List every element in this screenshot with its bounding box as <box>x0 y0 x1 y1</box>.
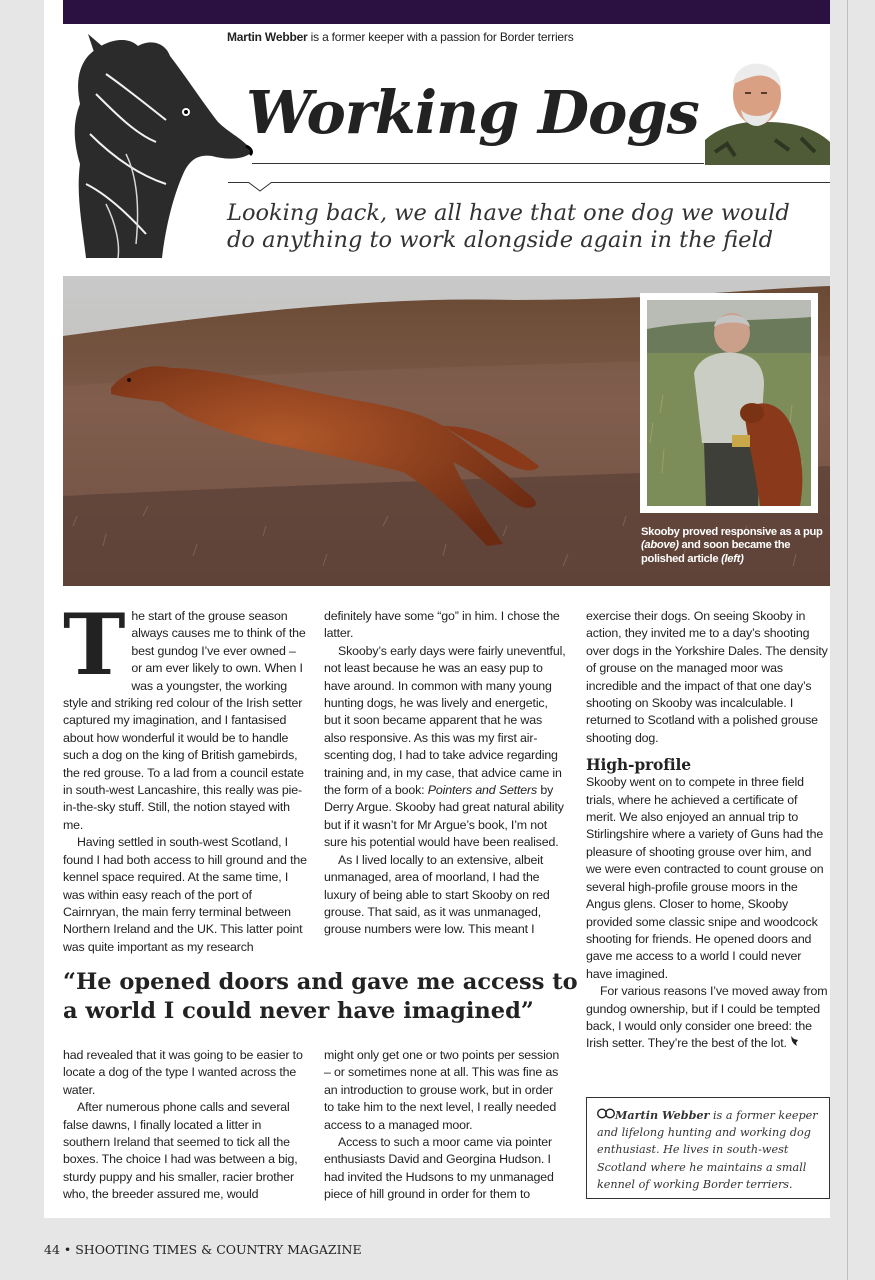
subheading: High-profile <box>586 755 691 775</box>
photo-caption <box>641 526 826 566</box>
book-title: Pointers and Setters <box>427 783 538 798</box>
inset-photo-man-with-puppy <box>640 293 818 513</box>
paragraph: As I lived locally to an extensive, albeit unmanaged, area of moorland, I had the luxury of being able to start Skooby on red grouse. That said, as it was unmanaged, grouse numbers were low. This meant I <box>324 852 550 937</box>
chevron-down-icon <box>248 182 272 192</box>
paragraph <box>586 983 830 1053</box>
page-title: Working Dogs <box>246 78 699 147</box>
column-2-bottom <box>324 1047 566 1204</box>
end-mark-dog-icon <box>790 1035 799 1047</box>
byline-text: is a former keeper with a passion for Border terriers <box>307 30 574 44</box>
paragraph: definitely have some “go” in him. I chose the latter. <box>324 609 560 641</box>
binoculars-icon <box>597 1108 615 1119</box>
page-footer: 44 • SHOOTING TIMES & COUNTRY MAGAZINE <box>44 1242 362 1257</box>
standfirst: Looking back, we all have that one dog we would do anything to work alongside again in the field <box>227 200 790 253</box>
paragraph: Having settled in south-west Scotland, I found I had both access to hill ground and the kennel space required. At the same time, I was within easy reach of the port of Cairnryan, the main ferry terminal between Northern Ireland and the UK. This latter point was quite important as my research <box>63 835 307 954</box>
paragraph: Skooby went on to compete in three field trials, where he achieved a certificate of merit. We also enjoyed an annual trip to Stirlingshire where a variety of Guns had the pleasure of shooting grouse over him, and we were even contracted to count grouse on several high-profile grouse moors in the Angus glens. Closer to home, Skooby provided some classic snipe and woodcock shooting for friends. He opened doors and gave me access to a world I could never have imagined. <box>586 775 824 981</box>
paragraph-text: Skooby’s early days were fairly uneventful, not least because he was an easy pup to have around. In common with many young hunting dogs, he was lively and energetic, but it soon became apparent that he was also responsive. As this was my first air-scenting dog, I had to take advice regarding training and, in my case, that advice came in the form of a book: <box>324 643 566 798</box>
caption-text-b: (above) <box>641 539 679 552</box>
caption-text-a: Skooby proved responsive as a pup <box>641 526 823 538</box>
author-photo <box>705 60 830 165</box>
paragraph: might only get one or two points per session – or sometimes none at all. This was fine as an introduction to grouse work, but in order to take him to the next level, I really needed access to a managed moor. <box>324 1048 560 1132</box>
paragraph <box>324 643 566 852</box>
paragraph-text: by Derry Argue. Skooby had great natural ability but if it wasn’t for Mr Argue’s book, I’m not sure his potential would have been realised. <box>324 783 564 850</box>
column-1-top <box>63 595 307 956</box>
paragraph-text: For various reasons I’ve moved away from gundog ownership, but if I could be tempted back, I would only consider one breed: the Irish setter. They’re the best of the lot. <box>586 984 828 1051</box>
byline-name: Martin Webber <box>227 30 308 44</box>
column-3 <box>586 608 830 1053</box>
bio-text: is a former keeper and lifelong hunting and working dog enthusiast. He lives in south-west Scotland where he maintains a small kennel of working Border terriers. <box>597 1109 818 1191</box>
drop-cap: T <box>63 595 126 694</box>
paragraph: Access to such a moor came via pointer enthusiasts David and Georgina Hudson. I had invited the Hudsons to my unmanaged piece of hill ground in order for them to <box>324 1135 554 1202</box>
paragraph: he start of the grouse season always causes me to think of the best gundog I’ve ever owned – or am ever likely to own. When I was a youngster, the working style and striking red colour of the Irish setter captured my imagination, and I fantasised about how wonderful it would be to handle such a dog on the king of British gamebirds, the red grouse. To a lad from a council estate in south-west Lancashire, this really was pie-in-the-sky stuff. Still, the notion stayed with me. <box>63 609 306 832</box>
column-1-bottom <box>63 1047 307 1204</box>
caption-text-c: and soon became the polished article <box>641 539 791 565</box>
paragraph: exercise their dogs. On seeing Skooby in action, they invited me to a day’s shooting over dogs in the Yorkshire Dales. The density of grouse on the managed moor was incredible and the impact of that one day’s shooting on Skooby was incalculable. I returned to Scotland with a polished grouse shooting dog. <box>586 609 828 745</box>
title-underline <box>252 163 704 164</box>
paragraph: had revealed that it was going to be easier to locate a dog of the type I wanted across the water. <box>63 1048 303 1097</box>
author-bio-box <box>586 1097 830 1199</box>
column-2-top <box>324 608 566 939</box>
bio-name: Martin Webber <box>615 1108 710 1122</box>
pull-quote: “He opened doors and gave me access to a world I could never have imagined” <box>63 969 578 1024</box>
standfirst-rule <box>228 182 830 183</box>
top-color-bar <box>63 0 830 24</box>
byline <box>227 30 574 44</box>
paragraph: After numerous phone calls and several false dawns, I finally located a litter in southern Ireland that seemed to tick all the boxes. The choice I had was between a big, sturdy puppy and his smaller, racier brother who, the breeder assured me, would <box>63 1100 298 1202</box>
page-edge-line <box>847 0 848 1280</box>
caption-text-d: (left) <box>721 552 744 565</box>
